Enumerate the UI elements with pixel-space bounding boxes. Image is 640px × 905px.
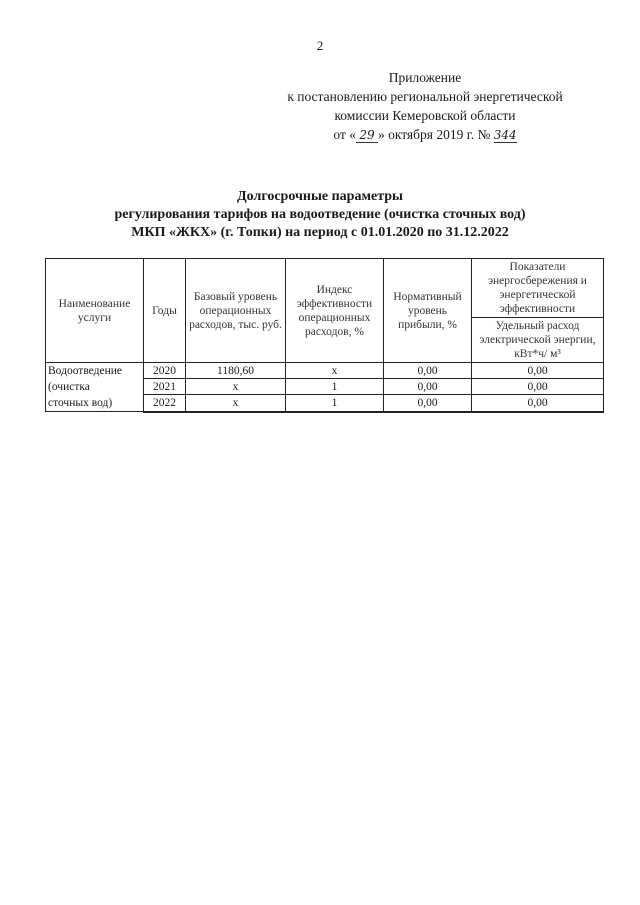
header-energy-group: Показатели энергосбережения и энергетической эффективности — [472, 259, 604, 318]
header-energy-sub: Удельный расход электрической энергии, кВт*ч/ м³ — [472, 318, 604, 363]
appendix-block — [255, 68, 595, 144]
document-title — [0, 188, 640, 242]
service-line-2: (очистка — [48, 381, 90, 393]
appendix-date-line — [255, 125, 595, 144]
cell-profit: 0,00 — [384, 363, 472, 379]
date-day-handwritten: 29 — [356, 128, 378, 143]
page-number: 2 — [316, 38, 324, 53]
cell-base: x — [186, 395, 286, 412]
cell-index: 1 — [286, 379, 384, 395]
decree-number-handwritten: 344 — [493, 128, 517, 142]
header-years: Годы — [144, 259, 186, 363]
cell-profit: 0,00 — [384, 395, 472, 412]
header-efficiency-index: Индекс эффективности операционных расходов, % — [286, 259, 384, 363]
cell-energy: 0,00 — [472, 395, 604, 412]
cell-year: 2020 — [144, 363, 186, 379]
title-line-3: МКП «ЖКХ» (г. Топки) на период с 01.01.2020 по 31.12.2022 — [131, 225, 509, 240]
cell-index: x — [286, 363, 384, 379]
service-line-1: Водоотведение — [48, 365, 122, 377]
service-line-3: сточных вод) — [48, 397, 113, 409]
cell-energy: 0,00 — [472, 363, 604, 379]
title-line-2: регулирования тарифов на водоотведение (очистка сточных вод) — [114, 207, 526, 222]
appendix-decree: к постановлению региональной энергетической — [287, 89, 563, 104]
header-profit-level: Нормативный уровень прибыли, % — [384, 259, 472, 363]
header-service: Наименование услуги — [46, 259, 144, 363]
appendix-title: Приложение — [388, 70, 462, 85]
title-line-1: Долгосрочные параметры — [237, 189, 403, 204]
table-row — [46, 363, 604, 379]
cell-year: 2021 — [144, 379, 186, 395]
cell-energy: 0,00 — [472, 379, 604, 395]
cell-profit: 0,00 — [384, 379, 472, 395]
header-base-cost: Базовый уровень операционных расходов, тыс. руб. — [186, 259, 286, 363]
cell-base: 1180,60 — [186, 363, 286, 379]
date-prefix: от « — [333, 127, 356, 142]
cell-year: 2022 — [144, 395, 186, 412]
cell-base: x — [186, 379, 286, 395]
cell-index: 1 — [286, 395, 384, 412]
appendix-commission: комиссии Кемеровской области — [334, 108, 516, 123]
service-name-cell — [46, 363, 144, 412]
parameters-table — [45, 258, 604, 413]
date-suffix: » октября 2019 г. № — [377, 127, 491, 142]
